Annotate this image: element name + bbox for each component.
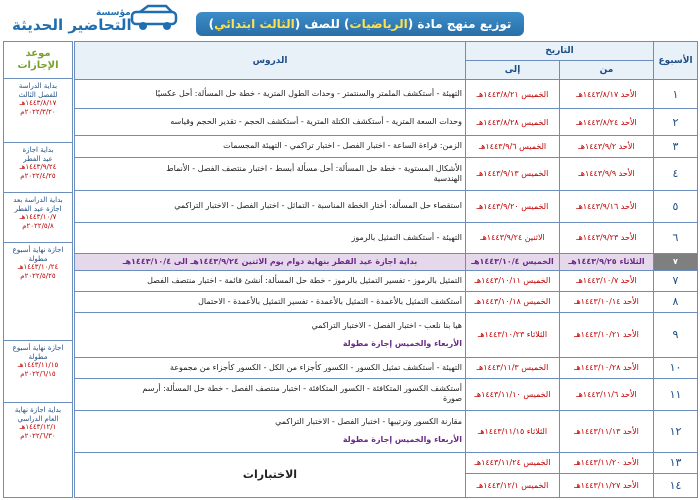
week-lessons [75,291,466,312]
schedule-table [74,41,698,498]
lesson-text: التهيئة - أستكشف الملمتر والسنتمتر - وحدات الطول المترية - خطة حل المسألة: أحل عكسيًا [155,89,462,99]
week-from-date: الأحد ١٤٤٣/١١/١٣هـ [560,410,654,452]
logo [6,2,186,38]
lesson-text: استقصاء حل المسألة: أختار الخطة المناسبة - التماثل - اختبار الفصل - الاختبار التراكمي [174,201,462,211]
lesson-text: التهيئة - أستكشف التمثيل بالرموز [351,232,462,242]
week-row [75,135,698,157]
holiday-date: ٢٠٢٢/٥/٢٥م [20,271,56,280]
week-to-date: الخميس ١٤٤٣/١٠/١١هـ [465,270,559,291]
week-row [75,270,698,291]
page-title [196,12,524,36]
exams-label: الاختبارات [242,467,298,481]
holiday-label: بداية الدراسة بعد [13,196,63,204]
schedule-table-wrapper [74,41,698,498]
lesson-text: الزمن: قراءة الساعة - اختبار الفصل - اختبار تراكمي - التهيئة المجسمات [223,141,462,151]
holiday-label: اجازة نهاية أسبوع [12,344,64,352]
holiday-date: ٢٠٢٢/٦/٣٠م [20,431,56,440]
week-lessons [75,190,466,223]
holiday-label: مطولة [28,352,48,361]
holiday-label: مطولة [28,254,48,263]
week-row [75,223,698,254]
holiday-item [3,143,73,193]
holiday-date: ١٤٤٣/١٠/٧هـ [19,213,57,222]
week-from-date: الأحد ١٤٤٣/٩/٢٣هـ [560,223,654,254]
title-subject: الرياضيات [349,17,408,31]
week-to-date: الثلاثاء ١٤٤٣/١١/١٥هـ [465,410,559,452]
holiday-label: بداية اجازة [22,146,54,154]
week-row [75,291,698,312]
week-number: ٣ [654,135,698,157]
lesson-text: هيا بنا نلعب - اختبار الفصل - الاختبار التراكمي [311,320,462,330]
week-lessons [75,157,466,190]
week-row [75,452,698,473]
lesson-text: التهيئة - أستكشف تمثيل الكسور - الكسور كأجزاء من الكل - الكسور كأجزاء من مجموعة [169,362,462,372]
week-number: ١٤ [654,473,698,497]
week-number: ١١ [654,378,698,410]
week-header: الأسبوع [654,42,698,80]
logo-small-text: مؤسسة [96,8,131,18]
date-header: التاريخ [465,42,653,61]
week-lessons [75,270,466,291]
week-row [75,410,698,452]
holidays-list [3,79,73,498]
week-to-date: الخميس ١٤٤٣/١١/٣هـ [465,357,559,378]
holidays-column [3,41,73,498]
holiday-label: اجازة عيد الفطر [14,204,62,213]
week-to-date: الخميس ١٤٤٣/١١/١٠هـ [465,378,559,410]
lesson-text: صورة [443,394,462,404]
holiday-label: اجازة نهاية أسبوع [12,246,64,254]
week-note: الأربعاء والخميس إجازة مطولة [342,435,462,445]
holiday-date: ١٤٤٣/٩/٢٤هـ [19,163,57,172]
week-to-date: الخميس ١٤٤٣/٨/٢١هـ [465,80,559,109]
week-number: ١٢ [654,410,698,452]
holiday-label: بداية الدراسة [18,82,58,90]
week-number: ٦ [654,223,698,254]
week-lessons [75,223,466,254]
week-to-date: الخميس ١٤٤٣/٨/٢٨هـ [465,109,559,135]
week-number: ٢ [654,109,698,135]
holiday-date: ١٤٤٣/٨/١٧هـ [19,99,57,108]
week-row [75,157,698,190]
week-from-date: الأحد ١٤٤٣/١٠/٢٨هـ [560,357,654,378]
week-to-date: الخميس ١٤٤٣/٩/١٣هـ [465,157,559,190]
week-lessons [75,357,466,378]
week-from-date: الأحد ١٤٤٣/١٠/٧هـ [560,270,654,291]
holiday-item [3,403,73,498]
week-row [75,378,698,410]
holidays-header-line: الإجازات [17,60,59,71]
week-number: ٧ [654,253,698,270]
week-from-date: الأحد ١٤٤٣/٩/٢هـ [560,135,654,157]
lesson-text: أستكشف الكسور المتكافئة - الكسور المتكافئة - اختبار منتصف الفصل - خطة حل المسألة: أرسم [142,384,462,394]
holiday-date: ٢٠٢٢/٤/٢٥م [20,171,56,180]
week-to-date: الثلاثاء ١٤٤٣/١٠/٢٣هـ [465,312,559,357]
week-lessons [75,253,466,270]
holidays-header-line: موعد [25,48,51,59]
holiday-date: ٢٠٢٢/٦/١٥م [20,369,56,378]
lesson-text: بداية اجازة عيد الفطر بنهاية دوام يوم الاثنين ١٤٤٣/٩/٢٤هـ الى ١٤٤٣/١٠/٤هـ [122,256,418,266]
week-to-date: الخميس ١٤٤٣/٩/٢٠هـ [465,190,559,223]
week-from-date: الثلاثاء ١٤٤٣/٩/٢٥هـ [560,253,654,270]
schedule-body [75,80,698,498]
week-from-date: الأحد ١٤٤٣/١١/٦هـ [560,378,654,410]
holiday-label: عيد الفطر [23,154,53,163]
week-note: الأربعاء والخميس إجازة مطولة [342,338,462,348]
week-from-date: الأحد ١٤٤٣/٩/١٦هـ [560,190,654,223]
week-row [75,80,698,109]
week-row [75,312,698,357]
title-prefix: توزيع منهج مادة ( [407,17,512,31]
week-lessons [75,109,466,135]
week-number: ٥ [654,190,698,223]
logo-brand-text: التحاضير الحديثة [12,16,132,34]
title-suffix: ) [208,17,215,31]
week-number: ١٠ [654,357,698,378]
lessons-header: الدروس [75,42,466,80]
lesson-text: الهندسية [433,173,462,183]
week-lessons [75,312,466,357]
week-number: ٤ [654,157,698,190]
week-number: ١ [654,80,698,109]
week-number: ٩ [654,312,698,357]
car-logo-icon [128,4,182,32]
week-to-date: الخميس ١٤٤٣/١١/٢٤هـ [465,452,559,473]
week-lessons [75,378,466,410]
week-to-date: الخميس ١٤٤٣/١٠/٤هـ [465,253,559,270]
holiday-date: ١٤٤٣/١١/١٥هـ [17,361,59,370]
week-to-date: الخميس ١٤٤٣/١٢/١هـ [465,473,559,497]
week-from-date: الأحد ١٤٤٣/٩/٩هـ [560,157,654,190]
holiday-item [3,243,73,341]
week-row [75,357,698,378]
title-grade: الثالث ابتدائي [214,17,295,31]
holidays-header [3,41,73,79]
week-number: ٧ [654,270,698,291]
holiday-date: ٢٠٢٢/٣/٢٠م [20,107,56,116]
holiday-date: ١٤٤٣/١٢/١هـ [19,423,57,432]
week-to-date: الخميس ١٤٤٣/٩/٦هـ [465,135,559,157]
from-header: من [560,61,654,80]
week-from-date: الأحد ١٤٤٣/١٠/٢١هـ [560,312,654,357]
to-header: إلى [465,61,559,80]
week-lessons [75,410,466,452]
holiday-label: بداية اجازة نهاية [14,406,62,414]
holiday-break-row [75,253,698,270]
holiday-date: ٢٠٢٢/٥/٨م [22,221,54,230]
holiday-label: للفصل الثالث [18,90,58,99]
week-lessons [75,135,466,157]
lesson-text: التمثيل بالرموز - تفسير التمثيل بالرموز - خطة حل المسألة: أنشئ قائمة - اختبار منتصف الفصل [147,275,462,285]
week-from-date: الأحد ١٤٤٣/٨/١٧هـ [560,80,654,109]
lesson-text: الأشكال المستوية - خطة حل المسألة: أحل مسألة أبسط - اختبار منتصف الفصل - الأنماط [166,163,462,173]
week-from-date: الأحد ١٤٤٣/١٠/١٤هـ [560,291,654,312]
week-from-date: الأحد ١٤٤٣/١١/٢٧هـ [560,473,654,497]
week-lessons [75,452,466,497]
lesson-text: أستكشف التمثيل بالأعمدة - التمثيل بالأعمدة - تفسير التمثيل بالأعمدة - الاحتمال [198,296,462,306]
week-to-date: الخميس ١٤٤٣/١٠/١٨هـ [465,291,559,312]
title-mid: ) للصف ( [294,17,350,31]
lesson-text: وحدات السعة المترية - أستكشف الكتلة المترية - أستكشف الحجم - تقدير الحجم وقياسه [170,117,462,127]
lesson-text: مقارنة الكسور وترتيبها - اختبار الفصل - الاختبار التراكمي [275,417,462,427]
holiday-item [3,193,73,243]
week-row [75,109,698,135]
holiday-item [3,79,73,143]
week-row [75,190,698,223]
week-number: ١٣ [654,452,698,473]
holiday-item [3,341,73,403]
week-lessons [75,80,466,109]
week-to-date: الاثنين ١٤٤٣/٩/٢٤هـ [465,223,559,254]
holiday-date: ١٤٤٣/١٠/٢٤هـ [17,263,59,272]
week-from-date: الأحد ١٤٤٣/٨/٢٤هـ [560,109,654,135]
holiday-label: العام الدراسي [17,414,59,423]
week-number: ٨ [654,291,698,312]
week-from-date: الأحد ١٤٤٣/١١/٢٠هـ [560,452,654,473]
